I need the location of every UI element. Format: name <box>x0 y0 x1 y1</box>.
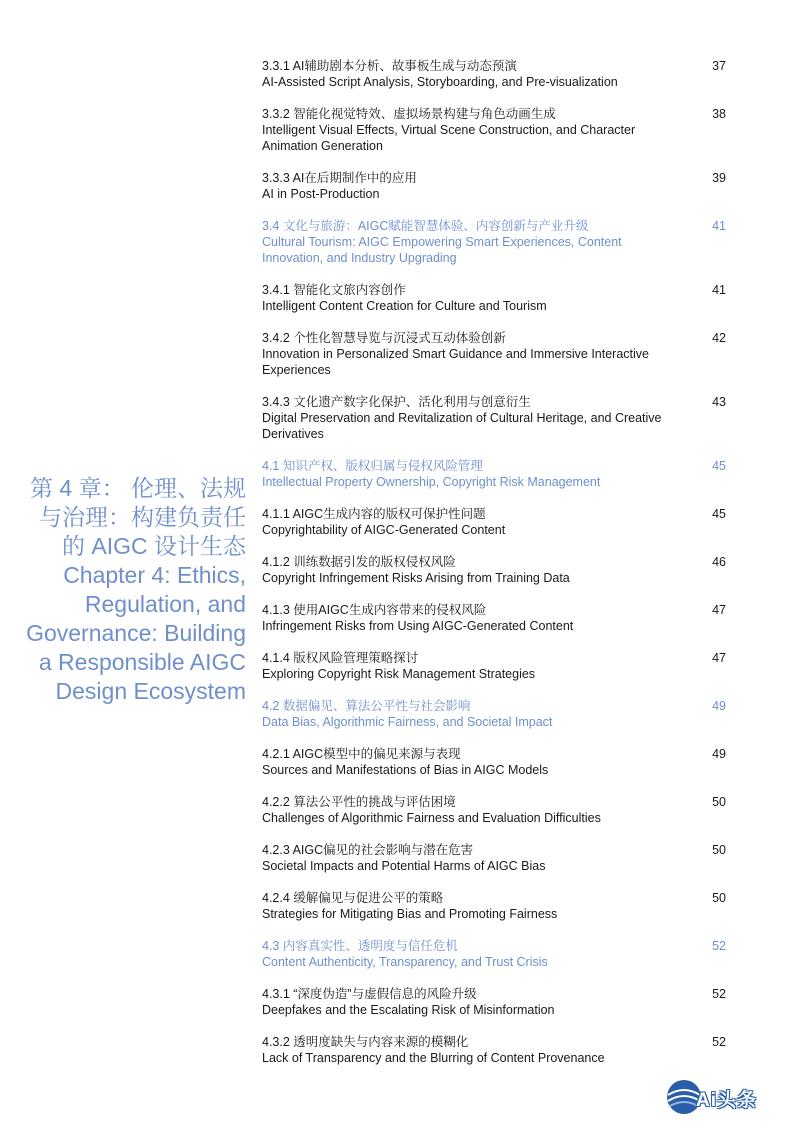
toc-title-english: Lack of Transparency and the Blurring of Content Provenance <box>262 1051 605 1065</box>
toc-title-chinese: 4.1.1 AIGC生成内容的版权可保护性问题 <box>262 507 486 521</box>
toc-title-english: Copyright Infringement Risks Arising from Training Data <box>262 571 570 585</box>
toc-page-number: 45 <box>712 459 726 473</box>
toc-page-number: 49 <box>712 699 726 713</box>
toc-title-chinese: 4.3.1 “深度伪造”与虚假信息的风险升级 <box>262 987 477 1001</box>
toc-entry[interactable] <box>262 330 728 378</box>
toc-title-chinese: 3.4.2 个性化智慧导览与沉浸式互动体验创新 <box>262 331 506 345</box>
toc-section-entry[interactable] <box>262 698 728 730</box>
toc-title-chinese: 4.2.2 算法公平性的挑战与评估困境 <box>262 795 456 809</box>
toc-title-chinese: 4.1.2 训练数据引发的版权侵权风险 <box>262 555 456 569</box>
toc-entry[interactable] <box>262 506 728 538</box>
toc-title-chinese: 4.1 知识产权、版权归属与侵权风险管理 <box>262 459 483 473</box>
toc-section-entry[interactable] <box>262 458 728 490</box>
toc-page-number: 50 <box>712 891 726 905</box>
toc-title-english: Societal Impacts and Potential Harms of AIGC Bias <box>262 859 546 873</box>
toc-page-number: 50 <box>712 843 726 857</box>
toc-entry[interactable] <box>262 170 728 202</box>
toc-title-english: Digital Preservation and Revitalization of Cultural Heritage, and Creative Derivatives <box>262 411 662 441</box>
toc-entry[interactable] <box>262 794 728 826</box>
chapter-title-line: 与治理：构建负责任 <box>39 504 246 530</box>
toc-page-number: 42 <box>712 331 726 345</box>
toc-page-number: 49 <box>712 747 726 761</box>
toc-title-chinese: 4.3 内容真实性、透明度与信任危机 <box>262 939 458 953</box>
toc-title-english: Challenges of Algorithmic Fairness and Evaluation Difficulties <box>262 811 601 825</box>
toc-title-chinese: 4.1.4 版权风险管理策略探讨 <box>262 651 419 665</box>
toc-entry[interactable] <box>262 986 728 1018</box>
toc-page-number: 41 <box>712 219 726 233</box>
toc-title-english: Innovation in Personalized Smart Guidance and Immersive Interactive Experiences <box>262 347 649 377</box>
chapter-title-line: Regulation, and <box>84 591 246 617</box>
toc-entry[interactable] <box>262 58 728 90</box>
toc-page-number: 52 <box>712 987 726 1001</box>
toc-page-number: 37 <box>712 59 726 73</box>
toc-title-english: Content Authenticity, Transparency, and Trust Crisis <box>262 955 548 969</box>
toc-page-number: 52 <box>712 939 726 953</box>
toc-entry[interactable] <box>262 650 728 682</box>
toc-title-chinese: 4.1.3 使用AIGC生成内容带来的侵权风险 <box>262 603 487 617</box>
toc-page-number: 45 <box>712 507 726 521</box>
toc-title-english: Infringement Risks from Using AIGC-Generated Content <box>262 619 574 633</box>
toc-entry[interactable] <box>262 842 728 874</box>
chapter-title-line: 第 4 章： 伦理、法规 <box>30 475 246 501</box>
toc-page-number: 52 <box>712 1035 726 1049</box>
toc-entry[interactable] <box>262 282 728 314</box>
toc-page-number: 43 <box>712 395 726 409</box>
table-of-contents <box>262 58 728 1082</box>
toc-title-english: Copyrightability of AIGC-Generated Content <box>262 523 506 537</box>
chapter-heading <box>20 474 246 706</box>
watermark-logo <box>664 1077 790 1117</box>
toc-page-number: 39 <box>712 171 726 185</box>
toc-entry[interactable] <box>262 394 728 442</box>
toc-entry[interactable] <box>262 746 728 778</box>
toc-title-chinese: 4.2.3 AIGC偏见的社会影响与潜在危害 <box>262 843 474 857</box>
toc-page-number: 46 <box>712 555 726 569</box>
toc-entry[interactable] <box>262 1034 728 1066</box>
toc-title-chinese: 3.4.1 智能化文旅内容创作 <box>262 283 406 297</box>
chapter-title-line: Governance: Building <box>26 620 246 646</box>
toc-section-entry[interactable] <box>262 938 728 970</box>
toc-page-number: 38 <box>712 107 726 121</box>
toc-title-english: Exploring Copyright Risk Management Strategies <box>262 667 536 681</box>
toc-title-english: AI in Post-Production <box>262 187 380 201</box>
toc-title-english: Deepfakes and the Escalating Risk of Misinformation <box>262 1003 555 1017</box>
toc-title-english: Intellectual Property Ownership, Copyright Risk Management <box>262 475 601 489</box>
toc-title-chinese: 4.3.2 透明度缺失与内容来源的模糊化 <box>262 1035 469 1049</box>
toc-title-chinese: 4.2 数据偏见、算法公平性与社会影响 <box>262 699 471 713</box>
toc-title-chinese: 4.2.1 AIGC模型中的偏见来源与表现 <box>262 747 461 761</box>
toc-title-english: Intelligent Visual Effects, Virtual Scene Construction, and Character Animation Generation <box>262 123 636 153</box>
toc-title-english: AI-Assisted Script Analysis, Storyboarding, and Pre-visualization <box>262 75 618 89</box>
toc-entry[interactable] <box>262 106 728 154</box>
chapter-title-line: Design Ecosystem <box>55 678 246 704</box>
toc-title-chinese: 3.3.2 智能化视觉特效、虚拟场景构建与角色动画生成 <box>262 107 556 121</box>
chapter-title-line: Chapter 4: Ethics, <box>63 562 246 588</box>
toc-section-entry[interactable] <box>262 218 728 266</box>
toc-entry[interactable] <box>262 554 728 586</box>
toc-title-english: Intelligent Content Creation for Culture and Tourism <box>262 299 547 313</box>
logo-text: Ai头条 <box>696 1090 758 1111</box>
toc-title-chinese: 3.3.1 AI辅助剧本分析、故事板生成与动态预演 <box>262 59 517 73</box>
toc-title-chinese: 4.2.4 缓解偏见与促进公平的策略 <box>262 891 444 905</box>
toc-title-english: Data Bias, Algorithmic Fairness, and Societal Impact <box>262 715 553 729</box>
toc-page-number: 47 <box>712 603 726 617</box>
toc-page-number: 50 <box>712 795 726 809</box>
toc-page-number: 41 <box>712 283 726 297</box>
toc-entry[interactable] <box>262 890 728 922</box>
chapter-title-line: a Responsible AIGC <box>38 649 246 675</box>
toc-title-english: Sources and Manifestations of Bias in AIGC Models <box>262 763 549 777</box>
toc-title-chinese: 3.3.3 AI在后期制作中的应用 <box>262 171 417 185</box>
chapter-title-line: 的 AIGC 设计生态 <box>61 533 246 559</box>
toc-page-number: 47 <box>712 651 726 665</box>
toc-title-chinese: 3.4 文化与旅游：AIGC赋能智慧体验、内容创新与产业升级 <box>262 219 589 233</box>
toc-title-chinese: 3.4.3 文化遗产数字化保护、活化利用与创意衍生 <box>262 395 531 409</box>
toc-entry[interactable] <box>262 602 728 634</box>
toc-title-english: Strategies for Mitigating Bias and Promoting Fairness <box>262 907 558 921</box>
toc-title-english: Cultural Tourism: AIGC Empowering Smart Experiences, Content Innovation, and Industry Upgrading <box>262 235 622 265</box>
